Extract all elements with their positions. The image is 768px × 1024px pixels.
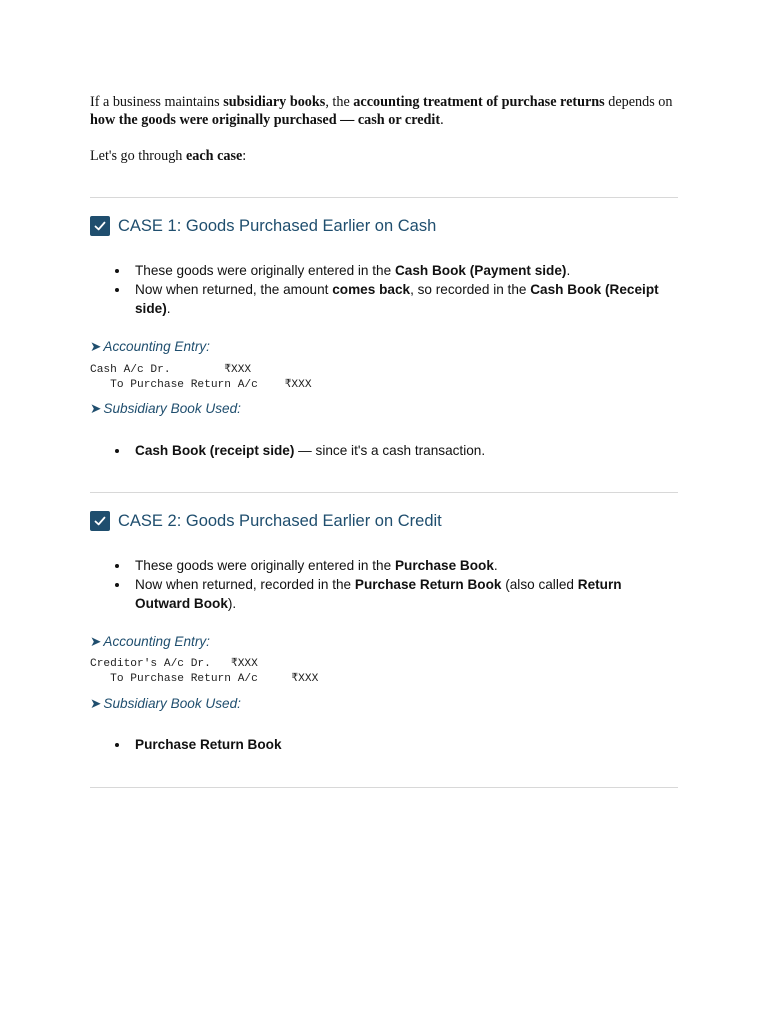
list-item xyxy=(90,575,678,613)
case2-journal-entry xyxy=(90,657,318,687)
case1-book-heading xyxy=(90,401,241,417)
list-item xyxy=(90,556,678,575)
entry-line: To Purchase Return A/c ₹XXX xyxy=(90,379,312,391)
intro-text: , the xyxy=(325,94,354,110)
item-bold: Purchase Book xyxy=(394,558,494,573)
item-text: Now when returned, the amount xyxy=(135,282,333,297)
case1-heading xyxy=(90,216,436,236)
list-item xyxy=(90,441,678,460)
entry-line: To Purchase Return A/c ₹XXX xyxy=(90,673,319,685)
check-box-icon xyxy=(90,511,110,531)
case1-journal-entry xyxy=(90,363,312,393)
item-text: . xyxy=(566,263,571,278)
intro-bold: how the goods were originally purchased — cash or credit xyxy=(90,112,441,128)
intro-text: : xyxy=(242,148,247,164)
item-text: — since it's a cash transaction. xyxy=(294,443,486,458)
item-text: These goods were originally entered in the xyxy=(135,558,395,573)
item-bold: Purchase Return Book xyxy=(135,737,282,752)
case2-title: CASE 2: Goods Purchased Earlier on Credit xyxy=(118,511,442,530)
list-item xyxy=(90,261,678,280)
check-box-icon xyxy=(90,216,110,236)
divider xyxy=(90,197,678,198)
intro-bold: subsidiary books xyxy=(223,94,326,110)
book-heading-text: Subsidiary Book Used: xyxy=(103,696,241,711)
list-item xyxy=(90,735,678,754)
case1-entry-heading xyxy=(90,339,210,355)
item-text: . xyxy=(166,301,171,316)
item-text: , so recorded in the xyxy=(410,282,531,297)
case2-book-heading xyxy=(90,696,241,712)
intro-text: depends on xyxy=(604,94,673,110)
arrow-bullet-icon: ➤ xyxy=(90,634,102,649)
item-text: ). xyxy=(227,596,237,611)
intro-lead xyxy=(90,147,246,165)
intro-text: . xyxy=(440,112,444,128)
list-item xyxy=(90,280,678,318)
intro-text: If a business maintains xyxy=(90,94,224,110)
entry-heading-text: Accounting Entry: xyxy=(103,634,210,649)
case1-title: CASE 1: Goods Purchased Earlier on Cash xyxy=(118,216,437,235)
item-text: Now when returned, recorded in the xyxy=(135,577,355,592)
book-heading-text: Subsidiary Book Used: xyxy=(103,401,241,416)
arrow-bullet-icon: ➤ xyxy=(90,696,102,711)
case1-bullet-list xyxy=(90,261,678,318)
intro-bold: each case xyxy=(185,148,243,164)
item-bold: Return Outward Book xyxy=(135,577,622,611)
entry-heading-text: Accounting Entry: xyxy=(103,339,210,354)
item-bold: Cash Book (Receipt side) xyxy=(135,282,659,316)
case2-book-list xyxy=(90,735,678,754)
divider xyxy=(90,492,678,493)
intro-text: Let's go through xyxy=(90,148,186,164)
case2-bullet-list xyxy=(90,556,678,613)
entry-line: Cash A/c Dr. ₹XXX xyxy=(90,364,252,376)
item-text: These goods were originally entered in the xyxy=(135,263,395,278)
item-bold: comes back xyxy=(332,282,411,297)
case2-entry-heading xyxy=(90,634,210,650)
item-text: (also called xyxy=(501,577,578,592)
intro-paragraph xyxy=(90,93,678,129)
case1-book-list xyxy=(90,441,678,460)
arrow-bullet-icon: ➤ xyxy=(90,401,102,416)
item-bold: Purchase Return Book xyxy=(354,577,502,592)
divider xyxy=(90,787,678,788)
case2-heading xyxy=(90,511,442,531)
entry-line: Creditor's A/c Dr. ₹XXX xyxy=(90,658,258,670)
item-bold: Cash Book (receipt side) xyxy=(135,443,295,458)
item-text: . xyxy=(493,558,498,573)
arrow-bullet-icon: ➤ xyxy=(90,339,102,354)
intro-bold: accounting treatment of purchase returns xyxy=(353,94,605,110)
item-bold: Cash Book (Payment side) xyxy=(394,263,567,278)
